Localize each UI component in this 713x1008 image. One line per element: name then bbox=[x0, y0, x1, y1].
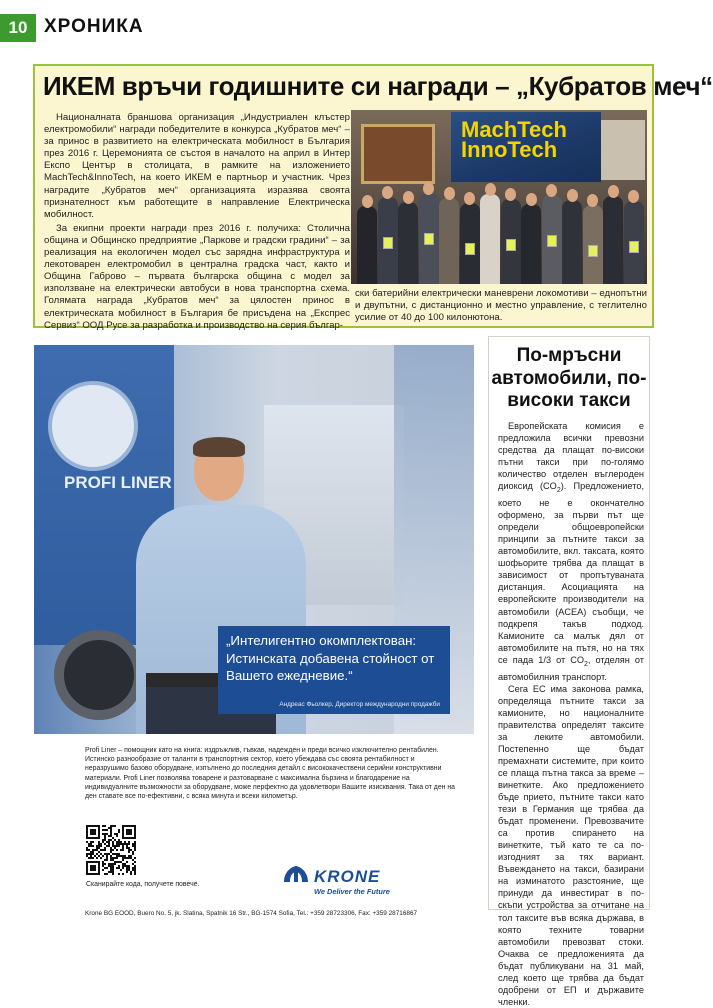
photo-person-head bbox=[587, 194, 598, 207]
qr-module bbox=[120, 869, 122, 871]
qr-module bbox=[102, 849, 104, 851]
qr-module bbox=[104, 837, 106, 839]
side-article-body bbox=[498, 420, 644, 1008]
qr-module bbox=[122, 847, 124, 849]
article-body bbox=[44, 112, 350, 334]
qr-module bbox=[100, 849, 102, 851]
qr-module bbox=[122, 863, 124, 865]
qr-module bbox=[134, 857, 136, 859]
page-header bbox=[0, 0, 700, 40]
qr-module bbox=[112, 825, 114, 827]
qr-module bbox=[114, 853, 116, 855]
qr-module bbox=[134, 873, 136, 875]
qr-module bbox=[132, 853, 134, 855]
qr-module bbox=[90, 853, 92, 855]
qr-module bbox=[116, 867, 118, 869]
qr-module bbox=[104, 835, 106, 837]
qr-module bbox=[108, 845, 110, 847]
qr-module bbox=[112, 849, 114, 851]
qr-module bbox=[104, 839, 106, 841]
qr-module bbox=[132, 851, 134, 853]
photo-person bbox=[357, 206, 377, 284]
qr-module bbox=[108, 853, 110, 855]
qr-module bbox=[112, 867, 114, 869]
qr-module bbox=[130, 849, 132, 851]
qr-module bbox=[98, 843, 100, 845]
qr-module bbox=[114, 825, 116, 827]
krone-brand: KRONE bbox=[314, 867, 381, 886]
article-paragraph: За екипни проекти награди през 2016 г. получиха: Столична община и Общинско предприятие „Паркове и градски градини“ – за реализация на екологичен модел със зарядна инфраструктура и лекотоварен електромобил в централна градска част, както и Община Габрово – първата българска община с модел за използване на електрически автобуси в нова транспортна схема. Голямата награда „Кубратов меч“ за цялостен принос в електрическата мобилност в България бе присъдена на „Експрес Сервиз“ ООД Русе за разработка и производство на серия българ- bbox=[44, 222, 350, 331]
qr-module bbox=[124, 841, 126, 843]
qr-module bbox=[134, 871, 136, 873]
qr-module bbox=[114, 861, 116, 863]
qr-module bbox=[126, 871, 128, 873]
qr-module bbox=[104, 825, 106, 827]
qr-module bbox=[126, 869, 128, 871]
qr-module bbox=[112, 841, 114, 843]
qr-module bbox=[128, 841, 130, 843]
photo-certificate bbox=[547, 235, 557, 247]
photo-person bbox=[562, 200, 582, 284]
qr-module bbox=[110, 829, 112, 831]
qr-module bbox=[110, 851, 112, 853]
qr-module bbox=[114, 857, 116, 859]
qr-module bbox=[118, 839, 120, 841]
ad-contact-footer: Krone BG EOOD, Buero No. 5, jk. Slatina, Spatnik 16 Str., BG-1574 Sofia, Tel.: +359 28723306, Fax: +359 28716867 bbox=[85, 910, 418, 917]
photo-certificate bbox=[629, 241, 639, 253]
qr-module bbox=[112, 845, 114, 847]
qr-module bbox=[118, 845, 120, 847]
qr-caption: Сканирайте кода, получете повече. bbox=[86, 881, 200, 888]
section-title: ХРОНИКА bbox=[44, 16, 144, 37]
qr-module bbox=[110, 849, 112, 851]
qr-code-icon[interactable] bbox=[86, 825, 136, 875]
qr-module bbox=[110, 839, 112, 841]
qr-module bbox=[108, 865, 110, 867]
ad-quote: „Интелигентно окомплектован: Истинската добавена стойност от Вашето ежедневие.“ bbox=[226, 633, 435, 683]
qr-module bbox=[102, 829, 104, 831]
photo-person-head bbox=[628, 190, 639, 203]
qr-module bbox=[90, 843, 92, 845]
qr-module bbox=[116, 855, 118, 857]
qr-module bbox=[114, 833, 116, 835]
qr-module bbox=[124, 855, 126, 857]
qr-module bbox=[86, 847, 88, 849]
qr-module bbox=[106, 841, 108, 843]
qr-module bbox=[116, 849, 118, 851]
truck-logo-icon bbox=[48, 381, 138, 471]
qr-module bbox=[112, 869, 114, 871]
qr-module bbox=[132, 863, 134, 865]
qr-module bbox=[96, 853, 98, 855]
qr-module bbox=[118, 855, 120, 857]
qr-module bbox=[118, 843, 120, 845]
qr-module bbox=[112, 865, 114, 867]
qr-module bbox=[96, 847, 98, 849]
qr-module bbox=[90, 857, 92, 859]
qr-module bbox=[92, 853, 94, 855]
qr-module bbox=[92, 857, 94, 859]
photo-person bbox=[398, 202, 418, 284]
qr-module bbox=[114, 847, 116, 849]
qr-module bbox=[134, 861, 136, 863]
qr-module bbox=[134, 841, 136, 843]
qr-module bbox=[98, 841, 100, 843]
qr-module bbox=[90, 829, 96, 835]
photo-person-head bbox=[526, 193, 537, 206]
photo-person-head bbox=[362, 195, 373, 208]
qr-module bbox=[128, 857, 130, 859]
article-continuation: ски батерийни електрически маневрени локомотиви – еднопътни и двупътни, с дистанционно и местно управление, с теглително усилие от 40 до 100 килонютона. bbox=[355, 288, 647, 324]
qr-module bbox=[108, 871, 110, 873]
qr-module bbox=[104, 853, 106, 855]
qr-module bbox=[104, 873, 106, 875]
qr-module bbox=[106, 867, 108, 869]
qr-module bbox=[112, 857, 114, 859]
qr-module bbox=[106, 873, 108, 875]
qr-module bbox=[124, 857, 126, 859]
ad-quote-author: Андреас Фьолкер, Директор международни продажби bbox=[279, 701, 440, 708]
qr-module bbox=[134, 845, 136, 847]
qr-module bbox=[100, 845, 102, 847]
qr-module bbox=[88, 857, 90, 859]
qr-module bbox=[110, 847, 112, 849]
qr-module bbox=[118, 865, 120, 867]
qr-module bbox=[134, 847, 136, 849]
qr-module bbox=[112, 873, 114, 875]
qr-module bbox=[104, 849, 106, 851]
qr-module bbox=[104, 863, 106, 865]
qr-module bbox=[106, 845, 108, 847]
qr-module bbox=[132, 867, 134, 869]
qr-module bbox=[92, 851, 94, 853]
qr-module bbox=[110, 855, 112, 857]
qr-module bbox=[94, 855, 96, 857]
side-article bbox=[488, 336, 650, 1007]
qr-module bbox=[118, 829, 120, 831]
qr-module bbox=[116, 833, 118, 835]
qr-module bbox=[128, 867, 130, 869]
qr-module bbox=[134, 869, 136, 871]
qr-module bbox=[130, 871, 132, 873]
qr-module bbox=[130, 857, 132, 859]
qr-module bbox=[86, 855, 88, 857]
qr-module bbox=[112, 853, 114, 855]
qr-module bbox=[112, 837, 114, 839]
event-photo bbox=[351, 110, 647, 284]
qr-module bbox=[108, 835, 110, 837]
qr-module bbox=[110, 859, 112, 861]
qr-module bbox=[122, 859, 124, 861]
qr-module bbox=[128, 865, 130, 867]
qr-module bbox=[116, 845, 118, 847]
article-paragraph: Националната браншова организация „Индустриален клъстер електромобили“ награди победителите в конкурса „Кубратов меч“ – за принос в развитието на електрическата мобилност в България през 2016 г. Церемонията се състоя в началото на април в Интер Експо Център в столицата, в рамките на изложението MachTech&InnoTech, на което ИКЕМ е партньор и участник. Чрез наградите „Кубратов меч“ организацията изразява своята признателност към работещите в направление Електрическа мобилност. bbox=[44, 112, 350, 220]
qr-module bbox=[124, 863, 126, 865]
qr-module bbox=[104, 859, 106, 861]
article-paragraph: Европейската комисия е предложила всички превозни средства да плащат по-високи пътни такси при по-голямо количество отделен въглероден диоксид $(CO_2)$. Предложението, което не е окончателно оформено, за първи път ще определи общоевропейски принципи за пътните такси за автомобилите, вкл. таксата, която шофьорите трябва да плащат в зависимост от пропътуваната дистанция. Асоциацията на европейските производители на автомобили (ACEA) съобщи, че подкрепя такъв подход. Камионите са малък дял от автомобилите на пътя, но на тях се пада 1/3 от $CO_2$, отделян от автомобилния транспорт. bbox=[498, 421, 644, 682]
ad-body: Profi Liner – помощник като на книга: издръжлив, гъвкав, надежден и преди всичко изключително рентабилен. Истинско разнообразие от таланти в транспортния сектор, което убеждава със своята рентабилност и неразрушимо базово оборудване, изпълнено до последния детайл с висококачествени серийни конструктивни материали. Profi Liner позволява товарене и разтоварване с максимална бързина и благодарение на индивидуалните възможности за оборудване, може перфектно да удовлетвори Вашите изисквания. Така от ден на ден ставате все по-ефективни, с всяка минута и всеки километър. bbox=[85, 747, 456, 801]
qr-module bbox=[112, 871, 114, 873]
qr-module bbox=[126, 865, 128, 867]
qr-module bbox=[122, 855, 124, 857]
krone-logo-icon bbox=[282, 864, 310, 886]
qr-module bbox=[118, 873, 120, 875]
qr-module bbox=[122, 857, 124, 859]
qr-module bbox=[104, 843, 106, 845]
qr-module bbox=[100, 857, 102, 859]
qr-module bbox=[98, 851, 100, 853]
qr-module bbox=[94, 849, 96, 851]
photo-person bbox=[480, 194, 500, 284]
qr-module bbox=[108, 843, 110, 845]
qr-module bbox=[110, 831, 112, 833]
qr-module bbox=[110, 827, 112, 829]
qr-module bbox=[100, 853, 102, 855]
qr-module bbox=[128, 843, 130, 845]
qr-module bbox=[128, 847, 130, 849]
qr-module bbox=[126, 845, 128, 847]
qr-module bbox=[104, 867, 106, 869]
photo-person-head bbox=[464, 192, 475, 205]
qr-module bbox=[96, 845, 98, 847]
qr-module bbox=[116, 843, 118, 845]
qr-module bbox=[122, 845, 124, 847]
qr-module bbox=[128, 849, 130, 851]
photo-person-head bbox=[382, 186, 393, 199]
photo-person-head bbox=[505, 188, 516, 201]
qr-module bbox=[116, 841, 118, 843]
qr-module bbox=[110, 857, 112, 859]
qr-module bbox=[112, 859, 114, 861]
man-hair bbox=[193, 437, 245, 457]
qr-module bbox=[108, 841, 110, 843]
qr-module bbox=[110, 871, 112, 873]
qr-module bbox=[132, 843, 134, 845]
qr-module bbox=[110, 863, 112, 865]
qr-module bbox=[134, 865, 136, 867]
qr-module bbox=[88, 853, 90, 855]
qr-module bbox=[114, 863, 116, 865]
photo-certificate bbox=[424, 233, 434, 245]
qr-module bbox=[120, 849, 122, 851]
qr-module bbox=[116, 853, 118, 855]
truck-wheel bbox=[54, 630, 144, 720]
qr-module bbox=[126, 861, 128, 863]
photo-person-head bbox=[423, 182, 434, 195]
qr-module bbox=[86, 841, 88, 843]
qr-module bbox=[96, 857, 98, 859]
qr-module bbox=[130, 855, 132, 857]
qr-module bbox=[110, 835, 112, 837]
qr-module bbox=[88, 849, 90, 851]
photo-person-head bbox=[444, 187, 455, 200]
qr-module bbox=[88, 843, 90, 845]
photo-certificate bbox=[506, 239, 516, 251]
qr-module bbox=[114, 845, 116, 847]
side-article-title: По-мръсни автомобили, по-високи такси bbox=[491, 345, 647, 411]
qr-module bbox=[128, 855, 130, 857]
photo-person-head bbox=[608, 185, 619, 198]
qr-module bbox=[116, 857, 118, 859]
article-headline: ИКЕМ връчи годишните си награди – „Кубратов меч“ bbox=[43, 71, 713, 101]
qr-module bbox=[118, 853, 120, 855]
qr-module bbox=[124, 843, 126, 845]
qr-module bbox=[116, 861, 118, 863]
qr-module bbox=[132, 869, 134, 871]
qr-module bbox=[106, 829, 108, 831]
qr-module bbox=[134, 867, 136, 869]
photo-person-head bbox=[567, 189, 578, 202]
qr-module bbox=[108, 839, 110, 841]
qr-module bbox=[114, 839, 116, 841]
page-number: 10 bbox=[0, 14, 36, 42]
top-article bbox=[33, 64, 713, 331]
qr-module bbox=[126, 847, 128, 849]
qr-module bbox=[126, 843, 128, 845]
qr-module bbox=[134, 843, 136, 845]
photo-person-head bbox=[403, 191, 414, 204]
ad-quote-box bbox=[218, 626, 450, 714]
qr-module bbox=[124, 865, 126, 867]
qr-module bbox=[118, 861, 120, 863]
photo-person bbox=[603, 196, 623, 284]
qr-module bbox=[128, 869, 130, 871]
qr-module bbox=[122, 867, 124, 869]
qr-module bbox=[92, 845, 94, 847]
qr-module bbox=[130, 873, 132, 875]
qr-module bbox=[98, 855, 100, 857]
photo-person-head bbox=[546, 184, 557, 197]
qr-module bbox=[120, 861, 122, 863]
qr-module bbox=[120, 843, 122, 845]
qr-module bbox=[106, 857, 108, 859]
qr-module bbox=[104, 829, 106, 831]
qr-module bbox=[102, 841, 104, 843]
qr-module bbox=[98, 845, 100, 847]
qr-module bbox=[102, 861, 104, 863]
qr-module bbox=[120, 841, 122, 843]
qr-module bbox=[90, 865, 96, 871]
qr-module bbox=[126, 857, 128, 859]
qr-module bbox=[100, 843, 102, 845]
qr-module bbox=[110, 867, 112, 869]
qr-module bbox=[90, 845, 92, 847]
qr-module bbox=[120, 855, 122, 857]
photo-certificate bbox=[465, 243, 475, 255]
qr-module bbox=[118, 831, 120, 833]
photo-person bbox=[439, 198, 459, 284]
article-paragraph: Сега ЕС има законова рамка, определяща пътните такси за камионите, но националните правителства определят таксите за леките автомобили. Постепенно ще бъдат премахнати системите, при които се плаща пътна такса за време – винетките. Ако предложението бъде прието, пътните такси като тези в Германия ще трябва да бъдат променени. Превозвачите са против спирането на винетките, тъй като те са по-изгодният за тях вариант. Въвеждането на такси, базирани на изминатото разстояние, ще принуди да инвестират в по-скъпи устройства за отчитане на тол таксите във всяка държава, в която техните товарни автомобили превозват стоки. Очаква се предложенията да бъдат публикувани на 31 май, след което ще трябва да бъдат одобрени от ЕП и държавите членки. bbox=[498, 683, 644, 1007]
qr-module bbox=[92, 841, 94, 843]
qr-module bbox=[122, 865, 124, 867]
qr-module bbox=[102, 863, 104, 865]
photo-person bbox=[521, 204, 541, 284]
qr-module bbox=[126, 867, 128, 869]
krone-tagline: We Deliver the Future bbox=[314, 887, 390, 896]
qr-module bbox=[86, 849, 88, 851]
qr-module bbox=[96, 849, 98, 851]
qr-module bbox=[118, 841, 120, 843]
photo-screen-right bbox=[601, 120, 645, 180]
qr-module bbox=[110, 825, 112, 827]
qr-module bbox=[108, 863, 110, 865]
qr-module bbox=[110, 865, 112, 867]
qr-module bbox=[102, 869, 104, 871]
qr-module bbox=[106, 833, 108, 835]
truck-brand-text: PROFI LINER bbox=[64, 473, 172, 492]
photo-certificate bbox=[588, 245, 598, 257]
qr-module bbox=[122, 849, 124, 851]
photo-screen-left bbox=[361, 124, 435, 184]
qr-module bbox=[116, 835, 118, 837]
qr-module bbox=[90, 855, 92, 857]
qr-module bbox=[122, 873, 124, 875]
qr-module bbox=[122, 843, 124, 845]
qr-module bbox=[134, 849, 136, 851]
photo-certificate bbox=[383, 237, 393, 249]
qr-module bbox=[112, 863, 114, 865]
qr-module bbox=[104, 847, 106, 849]
qr-module bbox=[110, 869, 112, 871]
qr-module bbox=[132, 859, 134, 861]
qr-module bbox=[86, 853, 88, 855]
qr-module bbox=[92, 849, 94, 851]
qr-module bbox=[90, 841, 92, 843]
qr-module bbox=[126, 829, 132, 835]
qr-module bbox=[88, 845, 90, 847]
qr-module bbox=[106, 853, 108, 855]
qr-module bbox=[106, 859, 108, 861]
qr-module bbox=[102, 865, 104, 867]
qr-module bbox=[90, 851, 92, 853]
qr-module bbox=[104, 833, 106, 835]
photo-banner-text: MachTech InnoTech bbox=[461, 117, 567, 162]
qr-module bbox=[102, 839, 104, 841]
qr-module bbox=[118, 867, 120, 869]
qr-module bbox=[102, 855, 104, 857]
qr-module bbox=[110, 833, 112, 835]
photo-crowd bbox=[351, 178, 647, 284]
qr-module bbox=[98, 847, 100, 849]
photo-person-head bbox=[485, 183, 496, 196]
qr-module bbox=[112, 843, 114, 845]
qr-module bbox=[106, 855, 108, 857]
qr-module bbox=[128, 851, 130, 853]
qr-module bbox=[102, 833, 104, 835]
qr-module bbox=[132, 845, 134, 847]
qr-module bbox=[108, 827, 110, 829]
qr-module bbox=[102, 825, 104, 827]
